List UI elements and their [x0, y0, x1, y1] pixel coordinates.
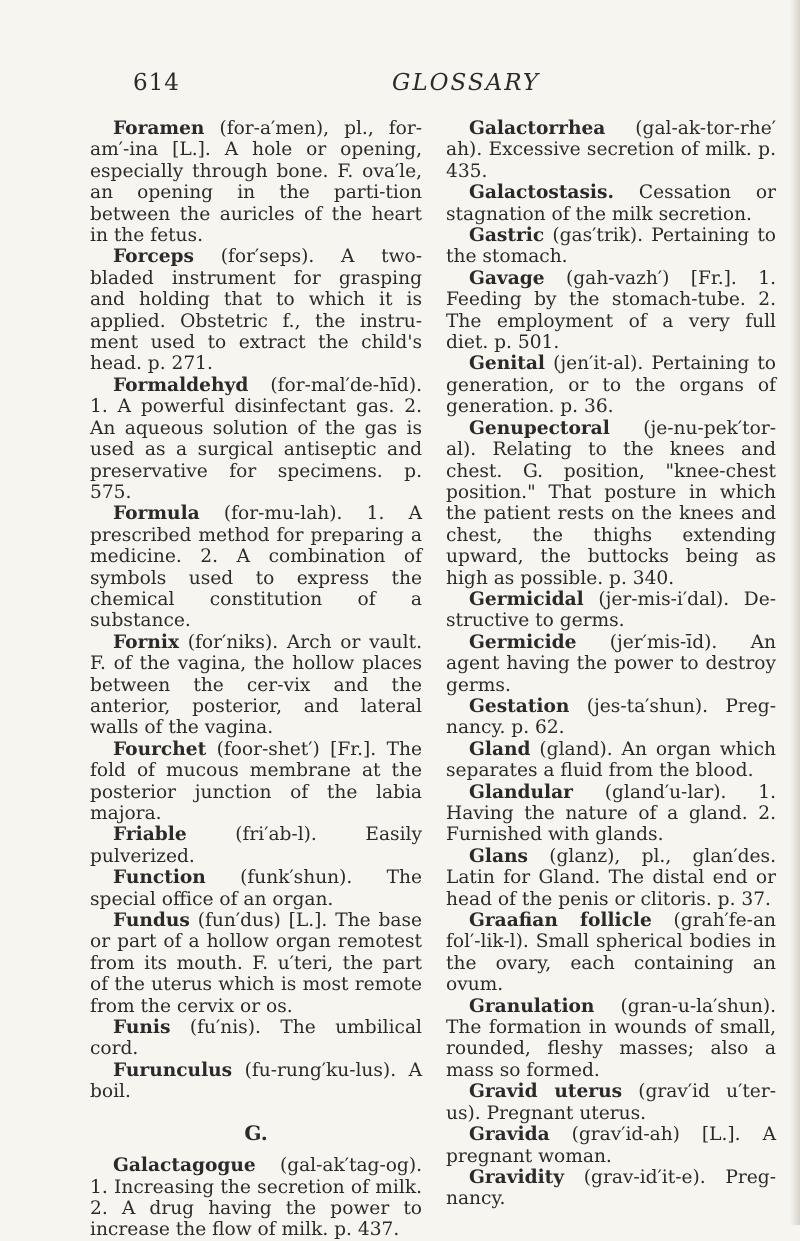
- glossary-entry: [446, 353, 776, 417]
- glossary-entry: [90, 632, 422, 739]
- glossary-term: Genupectoral: [469, 417, 610, 439]
- glossary-entry: [446, 739, 776, 782]
- glossary-term: Gland: [469, 738, 531, 760]
- glossary-term: Friable: [113, 824, 187, 846]
- glossary-definition: (jer′mis-īd). An agent having the power to destroy germs.: [446, 631, 776, 696]
- glossary-entry: [90, 1017, 422, 1060]
- glossary-entry: [90, 910, 422, 1017]
- glossary-definition: (fun′dus) [L.]. The base or part of a hollow organ remotest from its mouth. F. u′teri, the part of the uterus which is most remote from the cervix or os.: [90, 910, 422, 1017]
- right-entries: [446, 118, 776, 1210]
- glossary-term: Gravida: [469, 1124, 550, 1146]
- glossary-term: Gravid uterus: [469, 1081, 623, 1103]
- glossary-term: Gestation: [469, 695, 570, 717]
- glossary-term: Graafian follicle: [469, 910, 652, 932]
- glossary-entry: [90, 503, 422, 631]
- glossary-entry: [446, 118, 776, 182]
- glossary-term: Gavage: [469, 267, 545, 289]
- glossary-term: Galactagogue: [113, 1155, 256, 1177]
- glossary-term: Foramen: [113, 118, 205, 139]
- glossary-entry: [446, 1081, 776, 1124]
- section-letter: G.: [244, 1120, 268, 1145]
- glossary-definition: (for′niks). Arch or vault. F. of the vagina, the hollow places between the cer-vix and the anterior, posterior, and lateral walls of the vagina.: [90, 631, 422, 739]
- glossary-entry: [90, 1155, 422, 1241]
- glossary-definition: (for-mal′de-hīd). 1. A powerful disinfectant gas. 2. An aqueous solution of the gas is used as a surgical antiseptic and preservative for specimens. p. 575.: [90, 374, 422, 503]
- glossary-term: Fundus: [113, 910, 190, 932]
- glossary-entry: [90, 1060, 422, 1103]
- glossary-entry: [446, 910, 776, 996]
- glossary-entry: [90, 375, 422, 503]
- glossary-definition: (gas′trik). Pertaining to the stomach.: [446, 225, 776, 268]
- glossary-term: Germicide: [469, 631, 577, 653]
- glossary-definition: (gland). An organ which separates a fluid from the blood.: [446, 738, 776, 782]
- glossary-definition: (grav′id u′ter-us). Pregnant uterus.: [446, 1081, 776, 1124]
- glossary-definition: (grav′id-ah) [L.]. A pregnant woman.: [446, 1124, 776, 1167]
- glossary-term: Granulation: [469, 995, 595, 1017]
- glossary-definition: (gal-ak′tag-og). 1. Increasing the secretion of milk. 2. A drug having the power to increase the flow of milk. p. 437.: [90, 1155, 422, 1241]
- glossary-entry: [446, 696, 776, 739]
- glossary-term: Glandular: [469, 781, 573, 803]
- glossary-entry: [446, 1167, 776, 1210]
- glossary-definition: (gah-vazh′) [Fr.]. 1. Feeding by the stomach-tube. 2. The employment of a very full diet. p. 501.: [446, 267, 776, 354]
- glossary-entry: [446, 268, 776, 354]
- glossary-term: Fourchet: [113, 738, 207, 760]
- glossary-entry: [90, 739, 422, 825]
- glossary-entry: [446, 589, 776, 632]
- glossary-entry: [446, 182, 776, 225]
- glossary-definition: (funk′shun). The special office of an organ.: [90, 867, 422, 910]
- left-entries-g: [90, 1155, 422, 1241]
- glossary-definition: (gal-ak-tor-rhe′ ah). Excessive secretion of milk. p. 435.: [446, 118, 776, 182]
- glossary-definition: (gland′u-lar). 1. Having the nature of a gland. 2. Furnished with glands.: [446, 781, 776, 846]
- glossary-term: Formaldehyd: [113, 374, 249, 396]
- glossary-term: Gastric: [469, 225, 545, 247]
- glossary-definition: (foor-shet′) [Fr.]. The fold of mucous membrane at the posterior junction of the labia majora.: [90, 738, 422, 824]
- page-edge-shadow: [790, 0, 800, 1225]
- glossary-definition: (gran-u-la′shun). The formation in wounds of small, rounded, fleshy masses; also a mass so formed.: [446, 995, 776, 1081]
- page-number: 614: [133, 70, 180, 96]
- glossary-term: Fornix: [113, 631, 180, 653]
- glossary-term: Funis: [113, 1017, 171, 1039]
- glossary-entry: [90, 246, 422, 374]
- left-column: [90, 118, 422, 1241]
- glossary-entry: [446, 418, 776, 589]
- glossary-definition: (je-nu-pek′tor-al). Relating to the knees and chest. G. position, "knee-chest position." That posture in which the patient rests on the knees and chest, the thighs extending upward, the buttocks being as high as possible. p. 340.: [446, 417, 776, 589]
- running-head: GLOSSARY: [392, 70, 541, 96]
- glossary-entry: [446, 996, 776, 1082]
- glossary-term: Galactostasis.: [469, 182, 614, 204]
- glossary-entry: [446, 782, 776, 846]
- glossary-definition: (jer-mis-i′dal). De-structive to germs.: [446, 588, 776, 632]
- glossary-definition: (for′seps). A two-bladed instrument for grasping and holding that to which it is applied. Obstetric f., the instru-ment used to extract the child's head. p. 271.: [90, 246, 422, 375]
- glossary-term: Gravidity: [469, 1166, 565, 1188]
- glossary-entry: [90, 824, 422, 867]
- glossary-definition: (for-mu-lah). 1. A prescribed method for preparing a medicine. 2. A combination of symbols used to express the chemical constitution of a substance.: [90, 503, 422, 632]
- glossary-entry: [446, 1124, 776, 1167]
- glossary-entry: [90, 118, 422, 246]
- glossary-term: Forceps: [113, 246, 195, 268]
- glossary-definition: (jen′it-al). Pertaining to generation, or to the organs of generation. p. 36.: [446, 353, 776, 418]
- left-entries: [90, 118, 422, 1103]
- glossary-definition: (jes-ta′shun). Preg-nancy. p. 62.: [446, 695, 776, 739]
- glossary-definition: (for-a′men), pl., for-am′-ina [L.]. A hole or opening, especially through bone. F. ova′le, an opening in the parti-tion between the auricles of the heart in the fetus.: [90, 118, 422, 247]
- glossary-term: Furunculus: [113, 1059, 233, 1081]
- right-column: [446, 118, 776, 1210]
- glossary-term: Germicidal: [469, 588, 584, 610]
- glossary-term: Formula: [113, 503, 200, 525]
- glossary-term: Glans: [469, 845, 528, 867]
- glossary-definition: (fri′ab-l). Easily pulverized.: [90, 824, 422, 867]
- glossary-definition: (grah′fe-an fol′-lik-l). Small spherical bodies in the ovary, each containing an ovum.: [446, 910, 777, 996]
- glossary-term: Function: [113, 867, 206, 889]
- glossary-entry: [446, 225, 776, 268]
- glossary-term: Galactorrhea: [469, 118, 606, 139]
- glossary-entry: [90, 867, 422, 910]
- glossary-definition: (grav-id′it-e). Preg-nancy.: [446, 1166, 776, 1210]
- glossary-definition: (fu-rung′ku-lus). A boil.: [90, 1059, 422, 1103]
- glossary-definition: (fu′nis). The umbilical cord.: [90, 1017, 422, 1060]
- glossary-entry: [446, 632, 776, 696]
- glossary-definition: Cessation or stagnation of the milk secretion.: [446, 182, 776, 225]
- glossary-definition: (glanz), pl., glan′des. Latin for Gland. The distal end or head of the penis or clitoris. p. 37.: [446, 845, 776, 910]
- glossary-term: Genital: [469, 353, 545, 375]
- glossary-entry: [446, 846, 776, 910]
